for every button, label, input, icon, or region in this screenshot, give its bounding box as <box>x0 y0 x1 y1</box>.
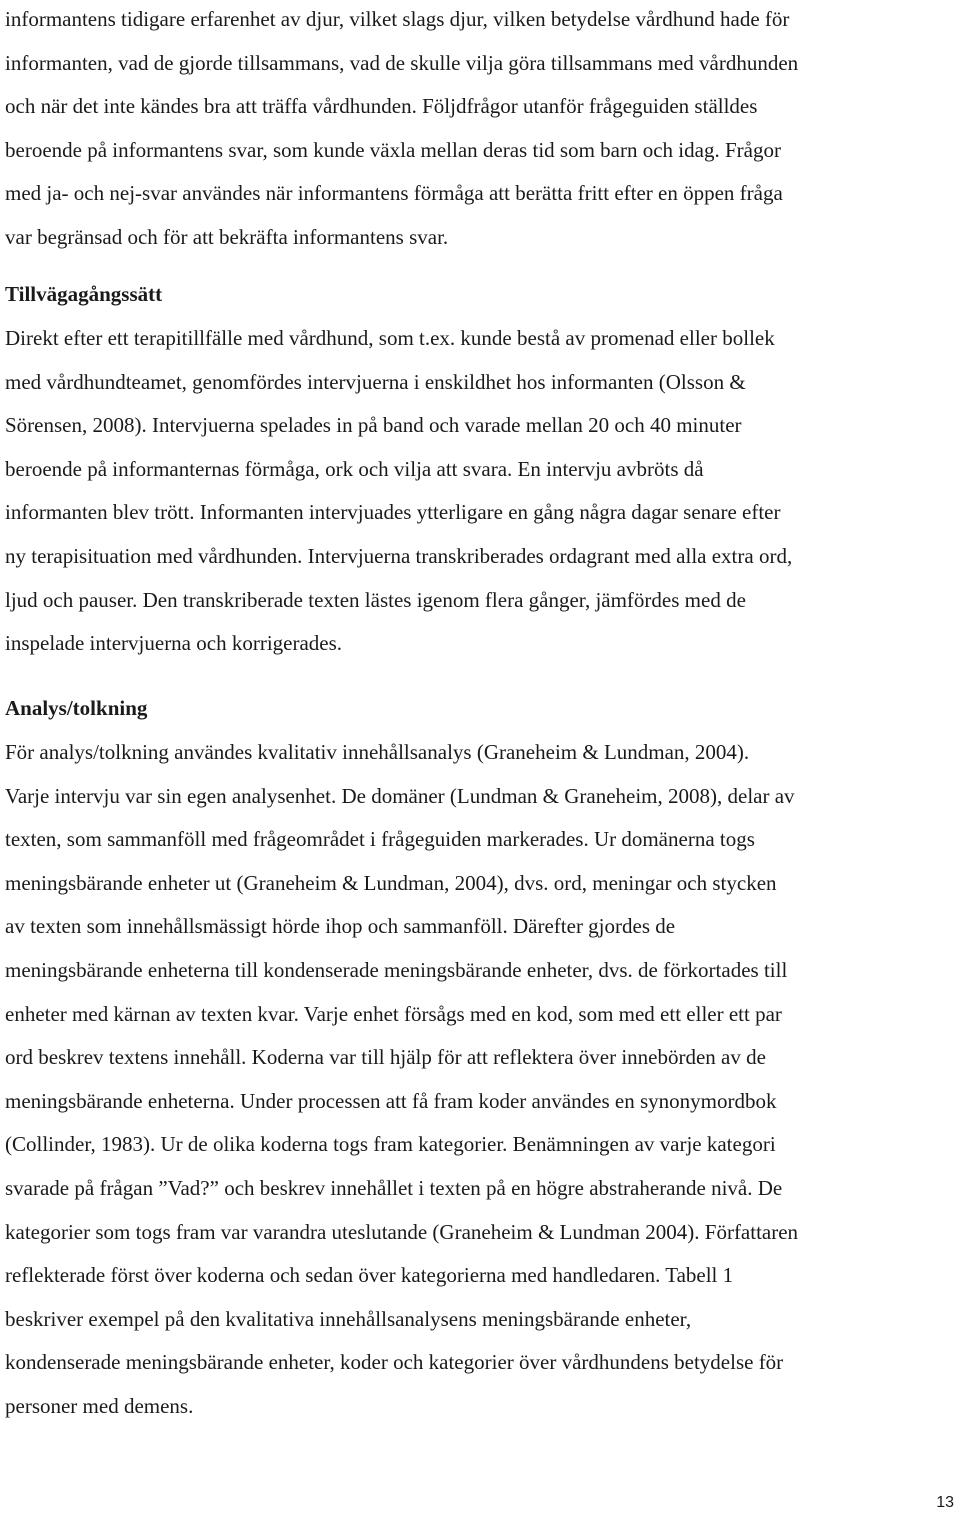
paragraph-intro: informantens tidigare erfarenhet av djur, vilket slags djur, vilken betydelse vårdhund hade för informanten, vad de gjorde tillsammans, vad de skulle vilja göra tillsammans med vårdhunden och när det inte kändes bra att träffa vårdhunden. Följdfrågor utanför frågeguiden ställdes beroende på informantens svar, som kunde växla mellan deras tid som barn och idag. Frågor med ja- och nej-svar användes när informantens förmåga att berätta fritt efter en öppen fråga var begränsad och för att bekräfta informantens svar. <box>5 7 799 249</box>
paragraph-analysis: För analys/tolkning användes kvalitativ innehållsanalys (Graneheim & Lundman, 2004). Varje intervju var sin egen analysenhet. De domäner (Lundman & Graneheim, 2008), delar av texten, som sammanföll med frågeområdet i frågeguiden markerades. Ur domänerna togs meningsbärande enheter ut (Graneheim & Lundman, 2004), dvs. ord, meningar och stycken av texten som innehållsmässigt hörde ihop och sammanföll. Därefter gjordes de meningsbärande enheterna till kondenserade meningsbärande enheter, dvs. de förkortades till enheter med kärnan av texten kvar. Varje enhet försågs med en kod, som med ett eller ett par ord beskrev textens innehåll. Koderna var till hjälp för att reflektera över innebörden av de meningsbärande enheterna. Under processen att få fram koder användes en synonymordbok (Collinder, 1983). Ur de olika koderna togs fram kategorier. Benämningen av varje kategori svarade på frågan ”Vad?” och beskrev innehållet i texten på en högre abstraherande nivå. De kategorier som togs fram var varandra uteslutande (Graneheim & Lundman 2004). Författaren reflekterade först över koderna och sedan över kategorierna med handledaren. Tabell 1 beskriver exempel på den kvalitativa innehållsanalysens meningsbärande enheter, kondenserade meningsbärande enheter, koder och kategorier över vårdhundens betydelse för personer med demens. <box>5 740 799 1418</box>
page-number: 13 <box>936 1494 954 1511</box>
heading-analysis: Analys/tolkning <box>5 696 148 720</box>
paragraph-procedure: Direkt efter ett terapitillfälle med vårdhund, som t.ex. kunde bestå av promenad eller bollek med vårdhundteamet, genomfördes intervjuerna i enskildhet hos informanten (Olsson & Sörensen, 2008). Intervjuerna spelades in på band och varade mellan 20 och 40 minuter beroende på informanternas förmåga, ork och vilja att svara. En intervju avbröts då informanten blev trött. Informanten intervjuades ytterligare en gång några dagar senare efter ny terapisituation med vårdhunden. Intervjuerna transkriberades ordagrant med alla extra ord, ljud och pauser. Den transkriberade texten lästes igenom flera gånger, jämfördes med de inspelade intervjuerna och korrigerades. <box>5 326 793 656</box>
heading-procedure: Tillvägagångssätt <box>5 282 163 306</box>
